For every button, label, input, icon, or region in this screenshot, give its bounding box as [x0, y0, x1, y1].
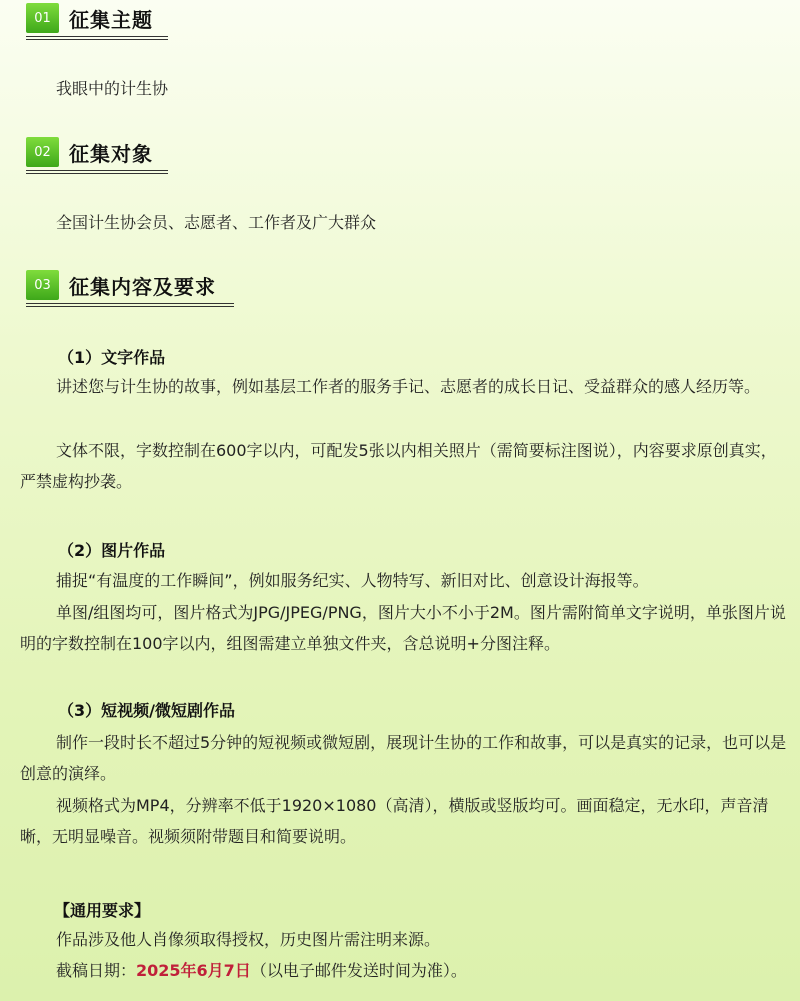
section-number-badge: 03: [26, 270, 59, 300]
deadline-date: 2025年6月7日: [136, 961, 251, 980]
section-underline: [26, 303, 234, 307]
section-underline: [26, 170, 168, 174]
work-paragraph: 单图/组图均可，图片格式为JPG/JPEG/PNG，图片大小不小于2M。图片需附简单文字说明，单张图片说明的字数控制在100字以内，组图需建立单独文件夹，含总说明+分图注释。: [20, 603, 786, 653]
deadline-note: （以电子邮件发送时间为准）。: [250, 961, 467, 980]
section-content: 全国计生协会员、志愿者、工作者及广大群众: [56, 213, 377, 232]
work-title-image: （2）图片作品: [58, 541, 166, 560]
section-title: 征集主题: [69, 7, 153, 32]
section-number-badge: 02: [26, 137, 59, 167]
deadline-line: [20, 955, 790, 986]
work-paragraph: 制作一段时长不超过5分钟的短视频或微短剧，展现计生协的工作和故事，可以是真实的记录，也可以是创意的演绎。: [20, 733, 787, 783]
section-underline: [26, 36, 168, 40]
section-header-02: [26, 137, 153, 167]
section-header-03: [26, 270, 216, 300]
section-title: 征集对象: [69, 141, 153, 166]
section-number-badge: 01: [26, 3, 59, 33]
work-title-text: （1）文字作品: [58, 348, 166, 367]
section-content: 我眼中的计生协: [56, 79, 169, 98]
work-paragraph: 讲述您与计生协的故事，例如基层工作者的服务手记、志愿者的成长日记、受益群众的感人经历等。: [56, 377, 761, 396]
work-paragraph: 视频格式为MP4，分辨率不低于1920×1080（高清），横版或竖版均可。画面稳定，无水印，声音清晰，无明显噪音。视频须附带题目和简要说明。: [20, 796, 769, 846]
section-header-01: [26, 3, 153, 33]
general-requirements-title: 【通用要求】: [54, 901, 151, 920]
section-title: 征集内容及要求: [69, 274, 216, 299]
general-line: 作品涉及他人肖像须取得授权，历史图片需注明来源。: [56, 930, 441, 949]
deadline-label: 截稿日期：: [56, 961, 137, 980]
work-paragraph: 捕捉“有温度的工作瞬间”，例如服务纪实、人物特写、新旧对比、创意设计海报等。: [56, 571, 649, 590]
work-title-video: （3）短视频/微短剧作品: [58, 701, 235, 720]
work-paragraph: 文体不限，字数控制在600字以内，可配发5张以内相关照片（需简要标注图说），内容要求原创真实，严禁虚构抄袭。: [20, 441, 777, 491]
